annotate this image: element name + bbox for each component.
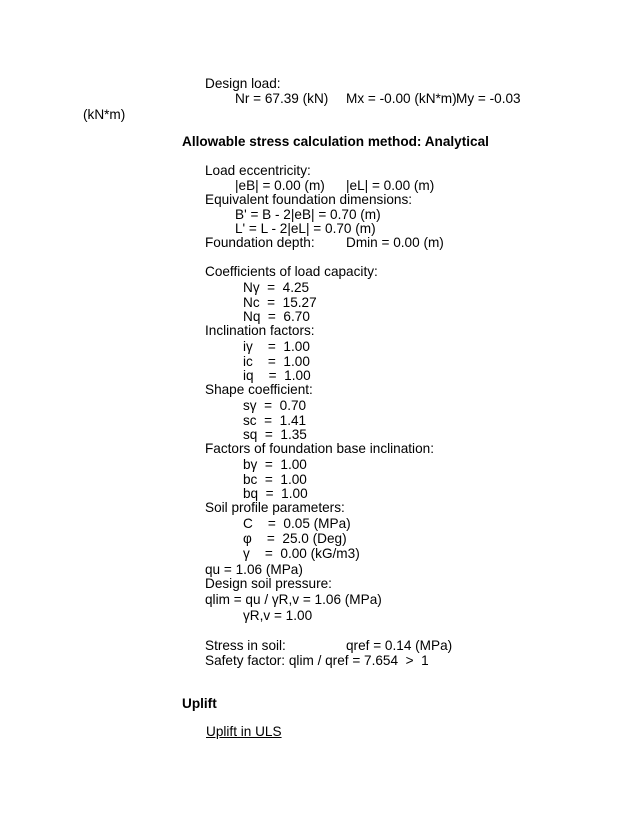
soil-profile-heading: Soil profile parameters:: [205, 500, 345, 515]
stress-label: Stress in soil:: [205, 638, 286, 653]
cohesion-value: C = 0.05 (MPa): [243, 516, 351, 531]
inclination-heading: Inclination factors:: [205, 323, 315, 338]
load-capacity-heading: Coefficients of load capacity:: [205, 264, 378, 279]
my-value: My = -0.03: [456, 91, 521, 106]
friction-angle-value: φ = 25.0 (Deg): [243, 531, 347, 546]
sq-value: sq = 1.35: [243, 427, 307, 442]
design-load-heading: Design load:: [205, 76, 281, 91]
base-inclination-heading: Factors of foundation base inclination:: [205, 441, 434, 456]
design-soil-pressure-heading: Design soil pressure:: [205, 576, 332, 591]
iq-value: iq = 1.00: [243, 368, 311, 383]
qlim-value: qlim = qu / γR,v = 1.06 (MPa): [205, 592, 382, 607]
el-value: |eL| = 0.00 (m): [346, 178, 435, 193]
eb-value: |eB| = 0.00 (m): [235, 178, 325, 193]
gamma-rv-value: γR,v = 1.00: [243, 608, 313, 623]
qu-value: qu = 1.06 (MPa): [205, 562, 303, 577]
bq-value: bq = 1.00: [243, 486, 308, 501]
i-gamma-value: iγ = 1.00: [243, 339, 310, 354]
uplift-uls-link[interactable]: Uplift in ULS: [206, 724, 282, 739]
safety-factor: Safety factor: qlim / qref = 7.654 > 1: [205, 653, 429, 668]
unit-weight-value: γ = 0.00 (kG/m3): [243, 546, 360, 561]
nq-value: Nq = 6.70: [243, 309, 310, 324]
ic-value: ic = 1.00: [243, 354, 310, 369]
stress-value: qref = 0.14 (MPa): [346, 638, 453, 653]
b-prime-value: B' = B - 2|eB| = 0.70 (m): [235, 207, 381, 222]
sc-value: sc = 1.41: [243, 413, 307, 428]
s-gamma-value: sγ = 0.70: [243, 398, 307, 413]
my-unit: (kN*m): [83, 107, 126, 122]
l-prime-value: L' = L - 2|eL| = 0.70 (m): [235, 221, 376, 236]
allowable-stress-heading: Allowable stress calculation method: Analytical: [182, 134, 489, 149]
b-gamma-value: bγ = 1.00: [243, 457, 307, 472]
bc-value: bc = 1.00: [243, 472, 307, 487]
shape-heading: Shape coefficient:: [205, 382, 313, 397]
foundation-depth-value: Dmin = 0.00 (m): [346, 235, 444, 250]
mx-value: Mx = -0.00 (kN*m): [346, 91, 457, 106]
load-eccentricity-heading: Load eccentricity:: [205, 163, 311, 178]
foundation-depth-label: Foundation depth:: [205, 235, 315, 250]
equivalent-dimensions-heading: Equivalent foundation dimensions:: [205, 192, 413, 207]
n-gamma-value: Nγ = 4.25: [243, 280, 310, 295]
uplift-heading: Uplift: [182, 696, 217, 711]
nr-value: Nr = 67.39 (kN): [235, 91, 329, 106]
nc-value: Nc = 15.27: [243, 295, 317, 310]
